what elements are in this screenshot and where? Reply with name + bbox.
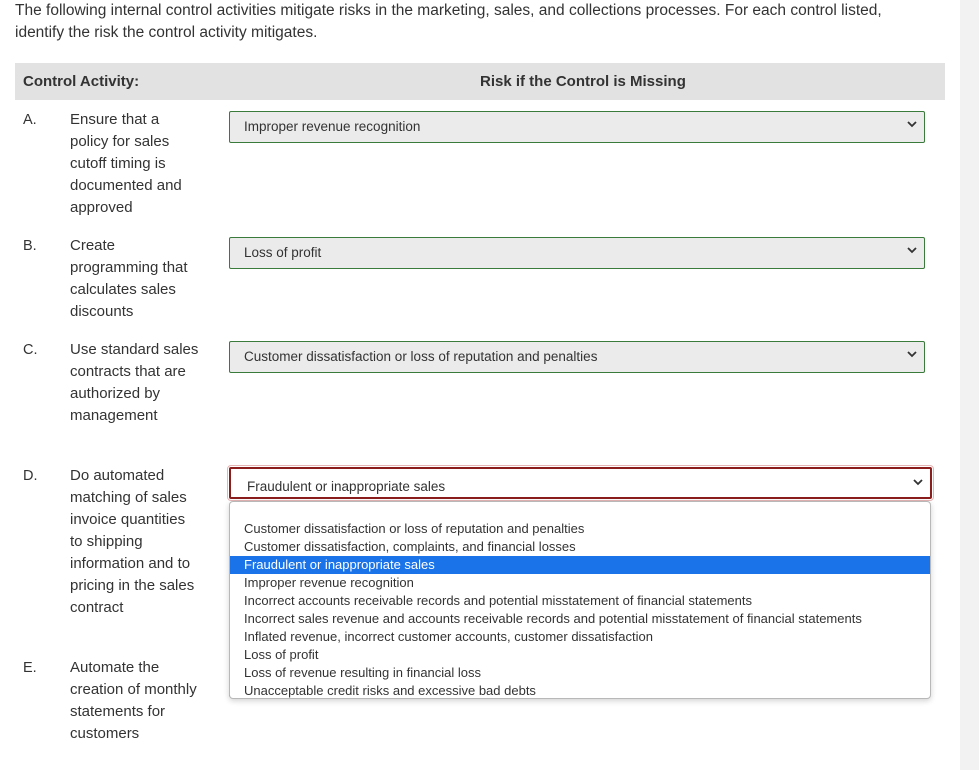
dropdown-option-highlighted[interactable]: Fraudulent or inappropriate sales [230, 556, 930, 574]
risk-select-c[interactable] [229, 341, 925, 373]
risk-dropdown-list[interactable] [229, 501, 931, 699]
control-activity-c: Use standard sales contracts that are authorized by management [70, 341, 199, 424]
risk-heading: Risk if the Control is Missing [480, 73, 686, 90]
dropdown-option[interactable]: Incorrect sales revenue and accounts receivable records and potential misstatement of financial statements [244, 611, 862, 626]
chevron-down-icon [907, 121, 917, 128]
risk-select-b-value: Loss of profit [244, 245, 322, 260]
dropdown-option[interactable]: Loss of profit [244, 647, 319, 662]
chevron-down-icon [907, 247, 917, 254]
row-letter-a: A. [23, 112, 37, 128]
chevron-down-icon [907, 351, 917, 358]
control-activity-d: Do automated matching of sales invoice quantities to shipping information and to pricing in the sales contract [70, 467, 195, 616]
row-letter-c: C. [23, 342, 38, 358]
dropdown-option[interactable]: Improper revenue recognition [244, 575, 414, 590]
dropdown-option[interactable]: Loss of revenue resulting in financial loss [244, 665, 482, 680]
control-activity-e: Automate the creation of monthly statements for customers [70, 659, 197, 742]
risk-select-a[interactable] [229, 111, 925, 143]
risk-select-d-value: Fraudulent or inappropriate sales [247, 479, 446, 494]
risk-select-a-value: Improper revenue recognition [244, 119, 421, 134]
control-activity-b: Create programming that calculates sales discounts [70, 237, 188, 320]
dropdown-option[interactable]: Unacceptable credit risks and excessive bad debts [244, 683, 536, 698]
row-letter-b: B. [23, 238, 37, 254]
dropdown-option[interactable]: Customer dissatisfaction or loss of reputation and penalties [244, 521, 585, 536]
instructions-text: The following internal control activities mitigate risks in the marketing, sales, and collections processes. For each control listed, identify the risk the control activity mitigates. [15, 2, 882, 41]
row-letter-d: D. [23, 468, 38, 484]
control-activity-a: Ensure that a policy for sales cutoff timing is documented and approved [70, 111, 182, 216]
page-scroll-gutter [960, 0, 979, 770]
risk-select-d[interactable] [229, 467, 932, 499]
risk-select-c-value: Customer dissatisfaction or loss of reputation and penalties [244, 349, 598, 364]
dropdown-option[interactable]: Incorrect accounts receivable records and potential misstatement of financial statements [244, 593, 752, 608]
table-header [15, 63, 945, 100]
dropdown-option[interactable]: Customer dissatisfaction, complaints, and financial losses [244, 539, 576, 554]
control-activity-heading: Control Activity: [23, 73, 140, 90]
chevron-down-icon [913, 479, 923, 486]
risk-select-b[interactable] [229, 237, 925, 269]
row-letter-e: E. [23, 660, 37, 676]
dropdown-option[interactable]: Inflated revenue, incorrect customer accounts, customer dissatisfaction [244, 629, 653, 644]
